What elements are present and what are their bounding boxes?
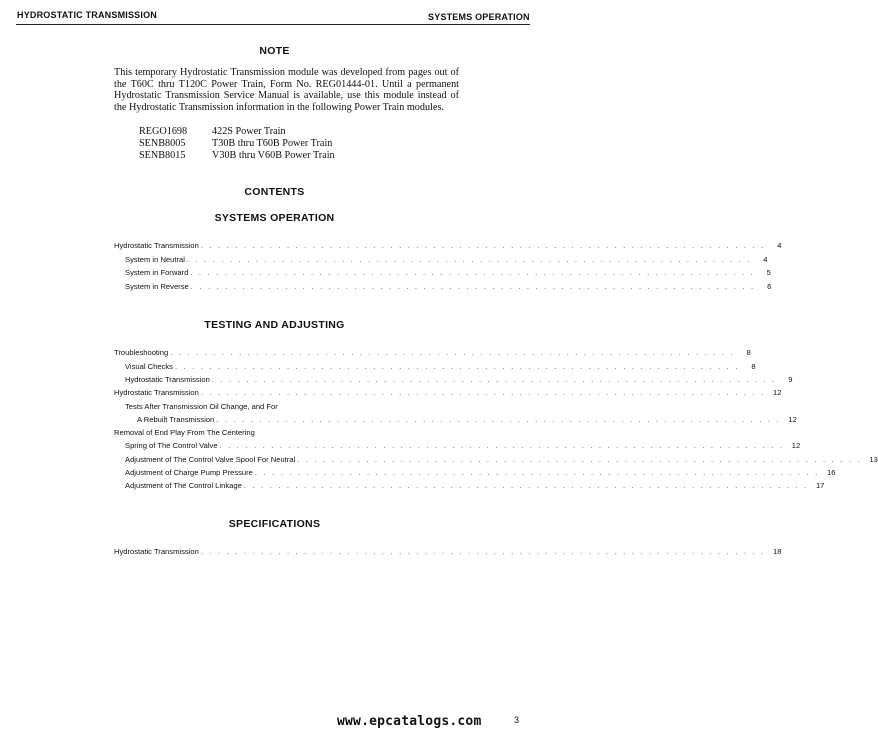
toc-entry-text: Visual Checks [125,362,173,371]
toc-entry-text: Removal of End Play From The Centering [114,428,255,437]
toc-entry-page: 8 [746,348,751,357]
toc-entry-text: Hydrostatic Transmission [114,547,199,556]
toc-entry[interactable] [114,544,782,556]
ref-code: SENB8015 [139,150,186,161]
toc-leader-dots: . . . . . . . . . . . . . . . . . . . . . . . . . . . . . . . . . . . . . . . . . . . . . . . . . . . . . . . . . . . . . . . . . . [190,282,756,291]
toc-entry-text: Hydrostatic Transmission [114,241,199,250]
toc-leader-dots: . . . . . . . . . . . . . . . . . . . . . . . . . . . . . . . . . . . . . . . . . . . . . . . . . . . . . . . . . . . . . . . . . . [170,348,735,357]
toc-leader-dots: . . . . . . . . . . . . . . . . . . . . . . . . . . . . . . . . . . . . . . . . . . . . . . . . . . . . . . . . . . . . . . . . . . [200,241,766,250]
toc-entry-text: System in Neutral [125,255,185,264]
toc-leader-dots: . . . . . . . . . . . . . . . . . . . . . . . . . . . . . . . . . . . . . . . . . . . . . . . . . . . . . . . . . . . . . . . . . . [174,362,740,371]
toc-entry[interactable] [114,279,772,291]
ref-code: REGO1698 [139,126,188,137]
toc-entry-text: A Rebuilt Transmission [137,415,215,424]
toc-leader-dots: . . . . . . . . . . . . . . . . . . . . . . . . . . . . . . . . . . . . . . . . . . . . . . . . . . . . . . . . . . . . . . . . . . [200,547,766,556]
toc-entry-page: 13 [869,455,878,464]
toc-entry[interactable] [114,252,768,264]
toc-entry-text: Tests After Transmission Oil Change, and For [125,402,278,411]
toc-entry-page: 5 [766,268,771,277]
toc-entry[interactable] [114,399,457,411]
section-heading-testing-adjusting: TESTING AND ADJUSTING [204,319,345,331]
toc-entry-text: System in Reverse [125,282,189,291]
toc-entry[interactable] [114,412,797,424]
toc-entry-page: 4 [763,255,768,264]
header-rule [16,24,530,25]
toc-entry-page: 9 [788,375,793,384]
section-heading-specifications: SPECIFICATIONS [228,518,321,530]
toc-entry-page: 12 [788,415,797,424]
toc-entry[interactable] [114,478,825,490]
toc-entry-page: 4 [777,241,782,250]
toc-entry[interactable] [114,345,751,357]
toc-entry-text: Troubleshooting [114,348,169,357]
running-header-left: HYDROSTATIC TRANSMISSION [17,10,157,20]
toc-leader-dots: . . . . . . . . . . . . . . . . . . . . . . . . . . . . . . . . . . . . . . . . . . . . . . . . . . . . . . . . . . . . . . . . . . [216,415,781,424]
toc-entry[interactable] [114,465,836,477]
toc-entry-text: Hydrostatic Transmission [114,388,199,397]
ref-code: SENB8005 [139,138,186,149]
toc-leader-dots: . . . . . . . . . . . . . . . . . . . . . . . . . . . . . . . . . . . . . . . . . . . . . . . . . . . . . . . . . . . . . . . . . . [243,481,809,490]
note-body: This temporary Hydrostatic Transmission module was developed from pages out of the T60C thru T120C Power Train, Form No. REG01444-01. Until a permanent Hydrostatic Transmission Service Manual is available, use this module instead of the Hydrostatic Transmission information in the following Power Train modules. [114,67,459,113]
ref-title: 422S Power Train [212,126,286,137]
toc-leader-dots: . . . . . . . . . . . . . . . . . . . . . . . . . . . . . . . . . . . . . . . . . . . . . . . . . . . . . . . . . . . . . . . . . . [254,468,820,477]
toc-entry[interactable] [114,265,771,277]
toc-entry-text: Adjustment of Charge Pump Pressure [125,468,253,477]
note-title: NOTE [259,45,290,57]
toc-entry[interactable] [114,452,878,464]
toc-entry-text: Hydrostatic Transmission [125,375,210,384]
toc-entry-text: Adjustment of The Control Valve Spool For Neutral [125,455,296,464]
toc-leader-dots: . . . . . . . . . . . . . . . . . . . . . . . . . . . . . . . . . . . . . . . . . . . . . . . . . . . . . . . . . . . . . . . . . . [297,455,862,464]
toc-entry-page: 17 [815,481,825,490]
toc-entry[interactable] [114,238,782,250]
ref-title: V30B thru V60B Power Train [212,150,335,161]
running-header-right: SYSTEMS OPERATION [428,12,530,22]
toc-leader-dots: . . . . . . . . . . . . . . . . . . . . . . . . . . . . . . . . . . . . . . . . . . . . . . . . . . . . . . . . . . . . . . . . . . [200,388,766,397]
toc-entry-text: Spring of The Control Valve [125,441,218,450]
toc-entry-page: 12 [791,441,801,450]
toc-leader-dots: . . . . . . . . . . . . . . . . . . . . . . . . . . . . . . . . . . . . . . . . . . . . . . . . . . . . . . . . . . . . . . . . . . [211,375,777,384]
toc-entry-page: 6 [767,282,772,291]
toc-entry[interactable] [114,425,457,437]
section-heading-systems-operation: SYSTEMS OPERATION [214,212,335,224]
contents-title: CONTENTS [244,186,305,198]
toc-entry[interactable] [114,385,782,397]
toc-entry-text: System in Forward [125,268,189,277]
toc-entry-page: 18 [772,547,782,556]
ref-title: T30B thru T60B Power Train [212,138,333,149]
toc-entry-page: 12 [772,388,782,397]
toc-entry-page: 16 [827,468,836,477]
toc-entry[interactable] [114,372,793,384]
toc-entry-text: Adjustment of The Control Linkage [125,481,242,490]
toc-entry-page: 8 [751,362,756,371]
toc-leader-dots: . . . . . . . . . . . . . . . . . . . . . . . . . . . . . . . . . . . . . . . . . . . . . . . . . . . . . . . . . . . . . . . . . . [190,268,755,277]
toc-entry[interactable] [114,438,801,450]
toc-leader-dots: . . . . . . . . . . . . . . . . . . . . . . . . . . . . . . . . . . . . . . . . . . . . . . . . . . . . . . . . . . . . . . . . . . [219,441,785,450]
watermark-url[interactable]: www.epcatalogs.com [337,714,482,729]
toc-leader-dots: . . . . . . . . . . . . . . . . . . . . . . . . . . . . . . . . . . . . . . . . . . . . . . . . . . . . . . . . . . . . . . . . . . [186,255,752,264]
toc-entry[interactable] [114,359,756,371]
page-number: 3 [514,715,520,725]
